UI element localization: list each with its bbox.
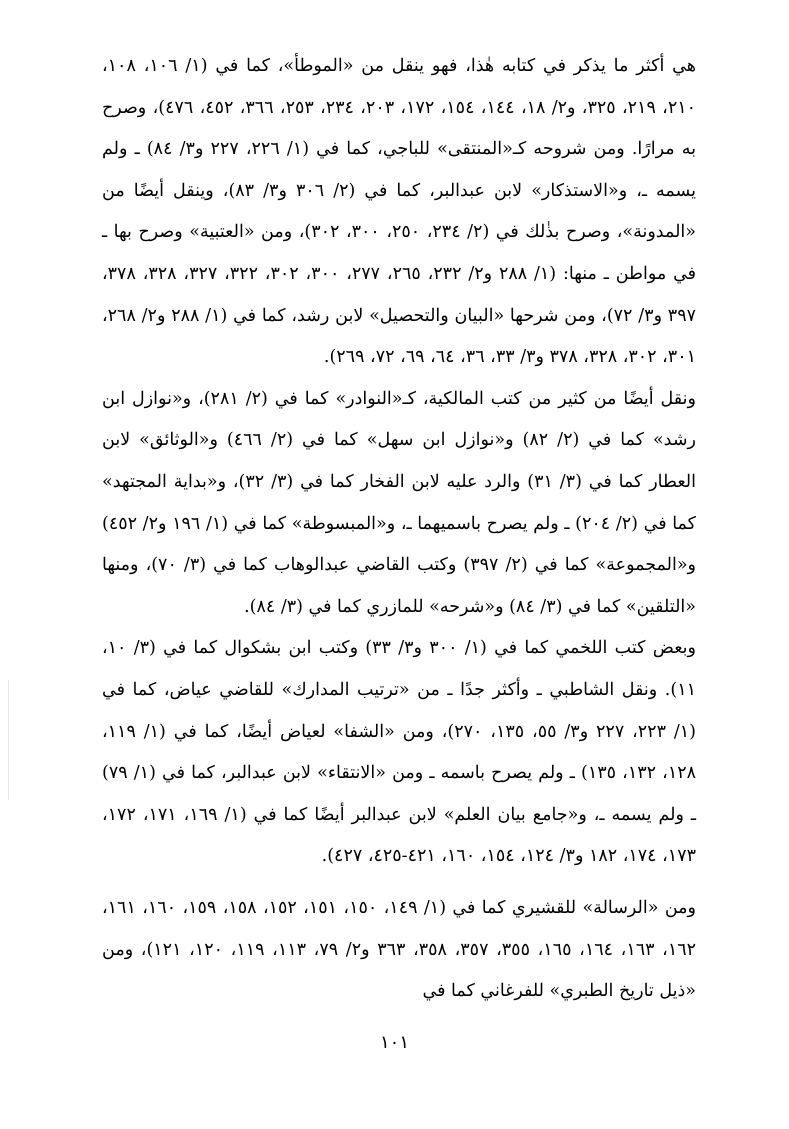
main-text-block xyxy=(102,46,696,878)
paragraph-lakhmi-and-qadi-iyad: وبعض كتب اللخمي كما في (١/ ٣٠٠ و٣/ ٣٣) وكتب ابن بشكوال كما في (٣/ ١٠، ١١). ونقل الشاطبي ـ وأكثر جدًا ـ من «ترتيب المدارك» للقاضي عياض، كما في (١/ ٢٢٣، ٢٢٧ و٣/ ٥٥، ١٣٥، ٢٧٠)، ومن «الشفا» لعياض أيضًا، كما في (١/ ١١٩، ١٢٨، ١٣٢، ١٣٥) ـ ولم يصرح باسمه ـ ومن «الانتقاء» لابن عبدالبر، كما في (١/ ٧٩) ـ ولم يسمه ـ، و«جامع بيان العلم» لابن عبدالبر أيضًا كما في (١/ ١٦٩، ١٧١، ١٧٢، ١٧٣، ١٧٤، ١٨٢ و٣/ ١٢٤، ١٥٤، ١٦٠، ٤٢١-٤٢٥، ٤٢٧). xyxy=(102,638,697,867)
page-number: ١٠١ xyxy=(379,1032,409,1053)
paragraph-sources-muwatta: هي أكثر ما يذكر في كتابه هٰذا، فهو ينقل من «الموطأ»، كما في (١/ ١٠٦، ١٠٨، ٢١٠، ٢١٩، ٣٢٥، و٢/ ١٨، ١٤٤، ١٥٤، ١٧٢، ٢٠٣، ٢٣٤، ٢٥٣، ٣٦٦، ٤٥٢، ٤٧٦)، وصرح به مرارًا. ومن شروحه كـ«المنتقى» للباجي، كما في (١/ ٢٢٦، ٢٢٧ و٣/ ٨٤) ـ ولم يسمه ـ، و«الاستذكار» لابن عبدالبر، كما في (٢/ ٣٠٦ و٣/ ٨٣)، وينقل أيضًا من «المدونة»، وصرح بذٰلك في (٢/ ٢٣٤، ٢٥٠، ٣٠٠، ٣٠٢)، ومن «العتبية» وصرح بها ـ في مواطن ـ منها: (١/ ٢٨٨ و٢/ ٢٣٢، ٢٦٥، ٢٧٧، ٣٠٠، ٣٠٢، ٣٢٢، ٣٢٧، ٣٢٨، ٣٧٨، ٣٩٧ و٣/ ٧٢)، ومن شرحها «البيان والتحصيل» لابن رشد، كما في (١/ ٢٨٨ و٢/ ٢٦٨، ٣٠١، ٣٠٢، ٣٢٨، ٣٧٨ و٣/ ٣٣، ٣٦، ٦٤، ٦٩، ٧٢، ٢٦٩). xyxy=(102,56,697,368)
scan-margin-line xyxy=(8,680,9,800)
continuation-text-block xyxy=(102,888,696,1013)
paragraph-maliki-books: ونقل أيضًا من كثير من كتب المالكية، كـ«النوادر» كما في (٢/ ٢٨١)، و«نوازل ابن رشد» كما في (٢/ ٨٢) و«نوازل ابن سهل» كما في (٢/ ٤٦٦) و«الوثائق» لابن العطار كما في (٣/ ٣١) والرد عليه لابن الفخار كما في (٣/ ٣٢)، و«بداية المجتهد» كما في (٢/ ٢٠٤) ـ ولم يصرح باسميهما ـ، و«المبسوطة» كما في (١/ ١٩٦ و٢/ ٤٥٢) و«المجموعة» كما في (٢/ ٣٩٧) وكتب القاضي عبدالوهاب كما في (٣/ ٧٠)، ومنها «التلقين» كما في (٣/ ٨٤) و«شرحه» للمازري كما في (٣/ ٨٤). xyxy=(102,388,697,617)
paragraph-qushayri-risala: ومن «الرسالة» للقشيري كما في (١/ ١٤٩، ١٥٠، ١٥١، ١٥٢، ١٥٨، ١٥٩، ١٦٠، ١٦١، ١٦٢، ١٦٣، ١٦٤، ١٦٥، ٣٥٥، ٣٥٧، ٣٥٨، ٣٦٣ و٢/ ٧٩، ١١٣، ١١٩، ١٢٠، ١٢١)، ومن «ذيل تاريخ الطبري» للفرغاني كما في xyxy=(102,898,697,1002)
